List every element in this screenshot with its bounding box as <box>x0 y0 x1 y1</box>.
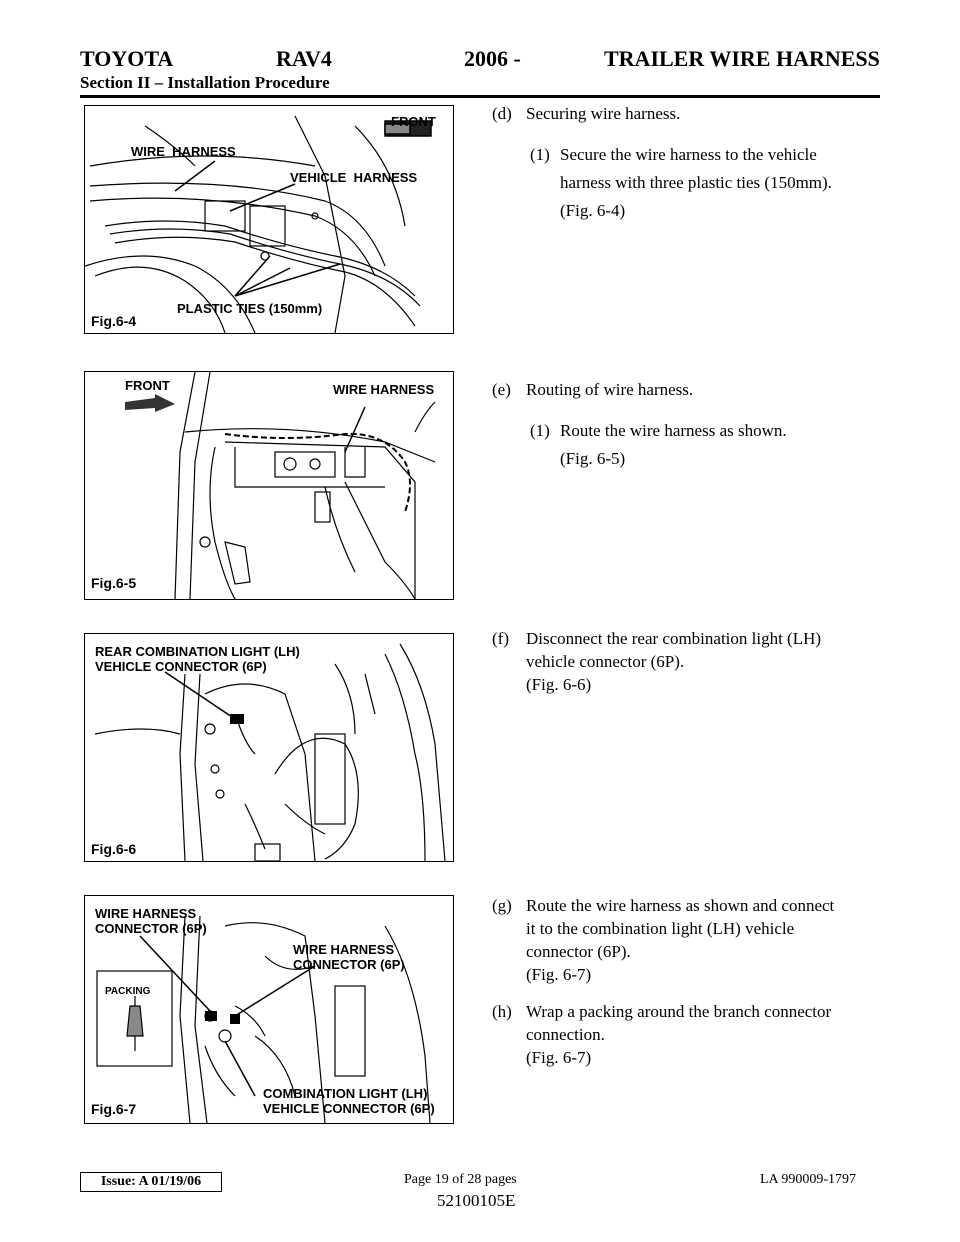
figure-6-4 <box>84 105 454 334</box>
step-e-sub <box>530 419 890 475</box>
label-wire-harness-connector: WIRE HARNESS CONNECTOR (6P) <box>95 906 207 936</box>
sub-line: harness with three plastic ties (150mm). <box>560 173 832 192</box>
figure-tag: Fig.6-4 <box>91 313 137 329</box>
label-front: FRONT <box>125 378 170 393</box>
label-wire-harness-connector-2: WIRE HARNESS CONNECTOR (6P) <box>293 942 405 972</box>
figure-6-5 <box>84 371 454 600</box>
sub-marker: (1) <box>530 145 550 164</box>
figure-6-5-drawing <box>85 372 453 599</box>
step-marker: (g) <box>492 896 512 915</box>
issue-badge: Issue: A 01/19/06 <box>80 1172 222 1192</box>
step-line: connection. <box>526 1025 605 1044</box>
figure-ref: (Fig. 6-7) <box>526 965 592 984</box>
figure-6-4-drawing <box>85 106 453 333</box>
step-d <box>492 102 892 125</box>
step-line: Wrap a packing around the branch connector <box>526 1002 832 1021</box>
figure-ref: (Fig. 6-5) <box>560 449 626 468</box>
header-model: RAV4 <box>276 46 332 71</box>
step-line: connector (6P). <box>526 942 631 961</box>
section-title: Section II – Installation Procedure <box>80 73 330 92</box>
sub-marker: (1) <box>530 421 550 440</box>
figure-ref: (Fig. 6-4) <box>560 201 626 220</box>
label-combination-light-connector: COMBINATION LIGHT (LH) VEHICLE CONNECTOR (6P) <box>263 1086 435 1116</box>
step-g <box>492 894 892 986</box>
label-front: FRONT <box>391 114 436 129</box>
doc-number: LA 990009-1797 <box>760 1172 857 1187</box>
step-marker: (f) <box>492 629 509 648</box>
figure-tag: Fig.6-7 <box>91 1101 137 1117</box>
step-marker: (d) <box>492 104 512 123</box>
step-line: it to the combination light (LH) vehicle <box>526 919 795 938</box>
label-vehicle-harness: VEHICLE HARNESS <box>290 170 418 185</box>
step-title: Securing wire harness. <box>526 104 681 123</box>
header-rule <box>80 95 880 98</box>
figure-ref: (Fig. 6-7) <box>526 1048 592 1067</box>
step-line: Disconnect the rear combination light (LH) <box>526 629 822 648</box>
figure-tag: Fig.6-6 <box>91 841 137 857</box>
label-wire-harness: WIRE HARNESS <box>333 382 435 397</box>
label-wire-harness: WIRE HARNESS <box>131 144 236 159</box>
step-f <box>492 627 892 696</box>
step-line: Route the wire harness as shown and connect <box>526 896 835 915</box>
figure-6-6 <box>84 633 454 862</box>
sub-line: Secure the wire harness to the vehicle <box>560 145 817 164</box>
step-title: Routing of wire harness. <box>526 380 694 399</box>
figure-tag: Fig.6-5 <box>91 575 137 591</box>
step-d-sub <box>530 143 890 227</box>
sub-line: Route the wire harness as shown. <box>560 421 787 440</box>
step-line: vehicle connector (6P). <box>526 652 685 671</box>
page-number: Page 19 of 28 pages <box>404 1172 517 1187</box>
figure-ref: (Fig. 6-6) <box>526 675 592 694</box>
header-year: 2006 - <box>464 46 521 71</box>
part-number: 52100105E <box>437 1191 516 1210</box>
step-marker: (h) <box>492 1002 512 1021</box>
step-e <box>492 378 892 401</box>
label-plastic-ties: PLASTIC TIES (150mm) <box>177 301 323 316</box>
label-packing: PACKING <box>105 986 151 997</box>
figure-6-7 <box>84 895 454 1124</box>
step-marker: (e) <box>492 380 511 399</box>
header-make: TOYOTA <box>80 46 174 71</box>
header-product: TRAILER WIRE HARNESS <box>604 46 880 71</box>
label-rear-combination-connector: REAR COMBINATION LIGHT (LH) VEHICLE CONNECTOR (6P) <box>95 644 300 674</box>
document-header <box>80 46 880 76</box>
step-h <box>492 1000 892 1069</box>
